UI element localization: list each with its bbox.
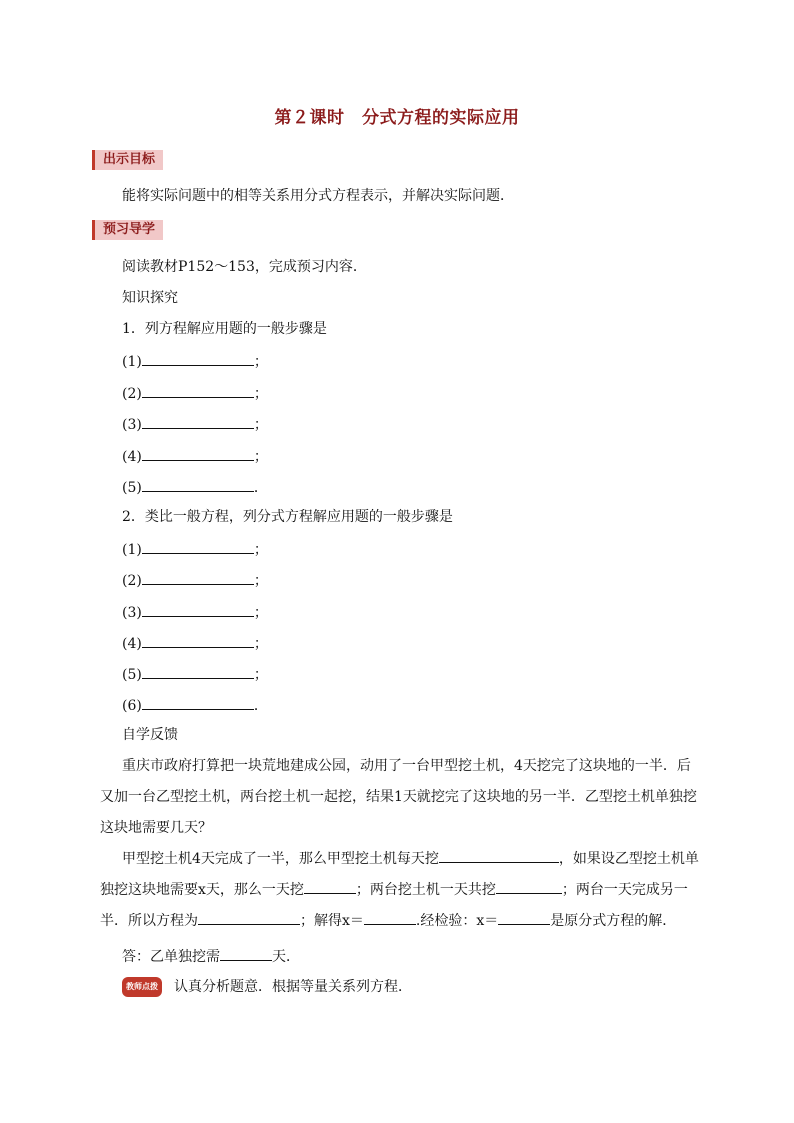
answer-blank[interactable]	[439, 848, 559, 863]
answer-blank[interactable]	[142, 664, 254, 679]
q2-step: (4) ；	[122, 633, 268, 653]
answer-blank[interactable]	[496, 879, 562, 894]
teacher-tip-text: 认真分析题意．根据等量关系列方程．	[174, 979, 412, 995]
teacher-tip	[122, 977, 412, 997]
section-tag-preview: 预习导学	[92, 220, 163, 240]
q1-step: (1) ；	[122, 351, 268, 371]
answer-blank[interactable]	[142, 383, 254, 398]
answer-blank[interactable]	[142, 695, 254, 710]
answer-blank[interactable]	[142, 633, 254, 648]
q1-step: (3) ；	[122, 414, 268, 434]
q2-step: (6) ．	[122, 695, 268, 715]
q2-step: (3) ；	[122, 602, 268, 622]
problem-text: 重庆市政府打算把一块荒地建成公园，动用了一台甲型挖土机，4天挖完了这块地的一半．后又加一台乙型挖土机，两台挖土机一起挖，结果1天就挖完了这块地的另一半．乙型挖土机单独挖这块地需要几天？	[100, 758, 697, 836]
q2-step: (1) ；	[122, 539, 268, 559]
q1-step: (4) ；	[122, 446, 268, 466]
answer-blank[interactable]	[364, 910, 416, 925]
answer-blank[interactable]	[142, 602, 254, 617]
q2-step: (2) ；	[122, 570, 268, 590]
answer-blank[interactable]	[198, 910, 300, 925]
question-2: 2．类比一般方程，列分式方程解应用题的一般步骤是	[122, 509, 453, 525]
goals-text: 能将实际问题中的相等关系用分式方程表示，并解决实际问题．	[122, 188, 514, 204]
solution-text: 甲型挖土机4天完成了一半，那么甲型挖土机每天挖 ，如果设乙型挖土机单独挖这块地需要x天，那么一天挖 ；两台挖土机一天共挖 ；两台一天完成另一半．所以方程为 ；解得x＝ .经检验：x＝ 是原分式方程的解．	[100, 844, 704, 937]
answer-blank[interactable]	[142, 446, 254, 461]
answer-blank[interactable]	[142, 477, 254, 492]
answer-line: 答：乙单独挖需 天．	[122, 946, 300, 966]
teacher-tip-badge: 教师点拨	[122, 977, 162, 997]
question-1: 1．列方程解应用题的一般步骤是	[122, 321, 327, 337]
q2-step: (5) ；	[122, 664, 268, 684]
answer-blank[interactable]	[142, 539, 254, 554]
q1-step: (5) ．	[122, 477, 268, 497]
reading-text: 阅读教材P152～153，完成预习内容．	[122, 259, 367, 275]
section-tag-goals: 出示目标	[92, 150, 163, 170]
feedback-heading: 自学反馈	[122, 727, 178, 743]
answer-blank[interactable]	[142, 351, 254, 366]
q1-step: (2) ；	[122, 383, 268, 403]
knowledge-heading: 知识探究	[122, 290, 178, 306]
answer-blank[interactable]	[304, 879, 356, 894]
page-title: 第２课时 分式方程的实际应用	[274, 108, 520, 128]
answer-blank[interactable]	[498, 910, 550, 925]
answer-blank[interactable]	[142, 570, 254, 585]
answer-blank[interactable]	[220, 946, 272, 961]
answer-blank[interactable]	[142, 414, 254, 429]
